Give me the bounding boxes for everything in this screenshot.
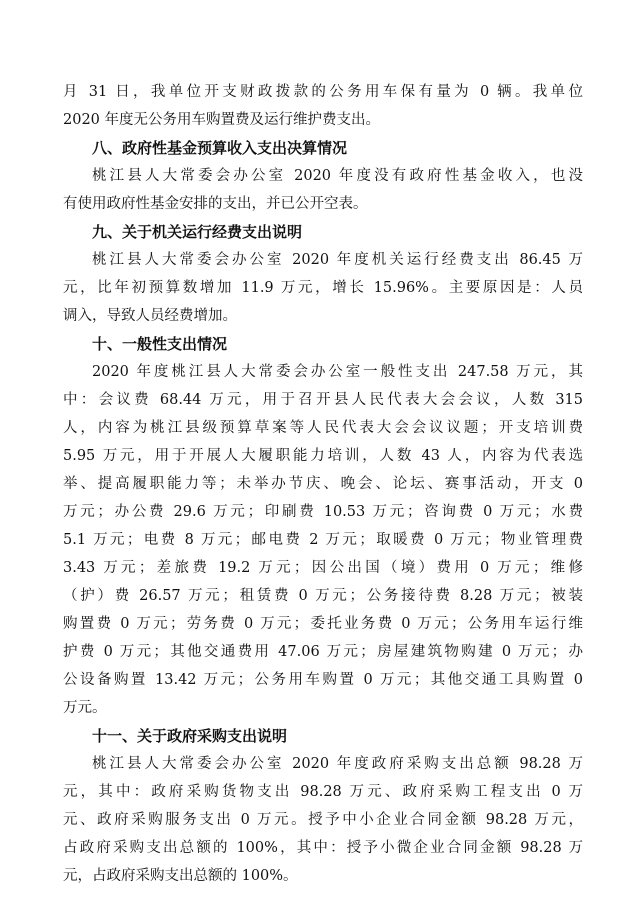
paragraph-line: 5.1 万元；电费 8 万元；邮电费 2 万元；取暖费 0 万元；物业管理费 <box>63 532 583 548</box>
paragraph-line: 2020 年度桃江县人大常委会办公室一般性支出 247.58 万元，其 <box>92 364 583 380</box>
paragraph-line: 2020 年度无公务用车购置费及运行维护费支出。 <box>63 112 381 128</box>
paragraph-line: 购置费 0 万元；劳务费 0 万元；委托业务费 0 万元；公务用车运行维 <box>63 616 583 632</box>
section-heading-11: 十一、关于政府采购支出说明 <box>92 727 288 745</box>
paragraph-line: 调入，导致人员经费增加。 <box>63 308 237 324</box>
paragraph-line: 人，内容为桃江县级预算草案等人民代表大会会议议题；开支培训费 <box>63 420 583 436</box>
paragraph-line: 元，占政府采购支出总额的 100%。 <box>63 868 298 884</box>
paragraph-line: （护）费 26.57 万元；租赁费 0 万元；公务接待费 8.28 万元；被装 <box>63 588 583 604</box>
paragraph-line: 占政府采购支出总额的 100%，其中：授予小微企业合同金额 98.28 万 <box>63 840 583 856</box>
paragraph-line: 桃江县人大常委会办公室 2020 年度政府采购支出总额 98.28 万 <box>92 756 583 772</box>
paragraph-line: 元、政府采购服务支出 0 万元。授予中小企业合同金额 98.28 万元， <box>63 812 583 828</box>
paragraph-line: 3.43 万元；差旅费 19.2 万元；因公出国（境）费用 0 万元；维修 <box>63 560 583 576</box>
paragraph-line: 5.95 万元，用于开展人大履职能力培训，人数 43 人，内容为代表选 <box>63 448 583 464</box>
paragraph-line: 有使用政府性基金安排的支出，并已公开空表。 <box>63 196 368 212</box>
section-heading-8: 八、政府性基金预算收入支出决算情况 <box>92 139 348 157</box>
paragraph-line: 桃江县人大常委会办公室 2020 年度机关运行经费支出 86.45 万 <box>92 252 583 268</box>
paragraph-line: 桃江县人大常委会办公室 2020 年度没有政府性基金收入，也没 <box>92 168 583 184</box>
section-heading-9: 九、关于机关运行经费支出说明 <box>92 223 303 241</box>
paragraph-line: 中：会议费 68.44 万元，用于召开县人民代表大会会议，人数 315 <box>63 392 583 408</box>
paragraph-line: 举、提高履职能力等；未举办节庆、晚会、论坛、赛事活动，开支 0 <box>63 476 583 492</box>
paragraph-line: 月 31 日，我单位开支财政拨款的公务用车保有量为 0 辆。我单位 <box>63 84 583 100</box>
paragraph-line: 公设备购置 13.42 万元；公务用车购置 0 万元；其他交通工具购置 0 <box>63 672 583 688</box>
paragraph-line: 元，比年初预算数增加 11.9 万元，增长 15.96%。主要原因是：人员 <box>63 280 583 296</box>
paragraph-line: 元，其中：政府采购货物支出 98.28 万元、政府采购工程支出 0 万 <box>63 784 583 800</box>
section-heading-10: 十、一般性支出情况 <box>92 335 228 353</box>
paragraph-line: 护费 0 万元；其他交通费用 47.06 万元；房屋建筑物购建 0 万元；办 <box>63 644 583 660</box>
paragraph-line: 万元。 <box>63 700 107 716</box>
paragraph-line: 万元；办公费 29.6 万元；印刷费 10.53 万元；咨询费 0 万元；水费 <box>63 504 583 520</box>
